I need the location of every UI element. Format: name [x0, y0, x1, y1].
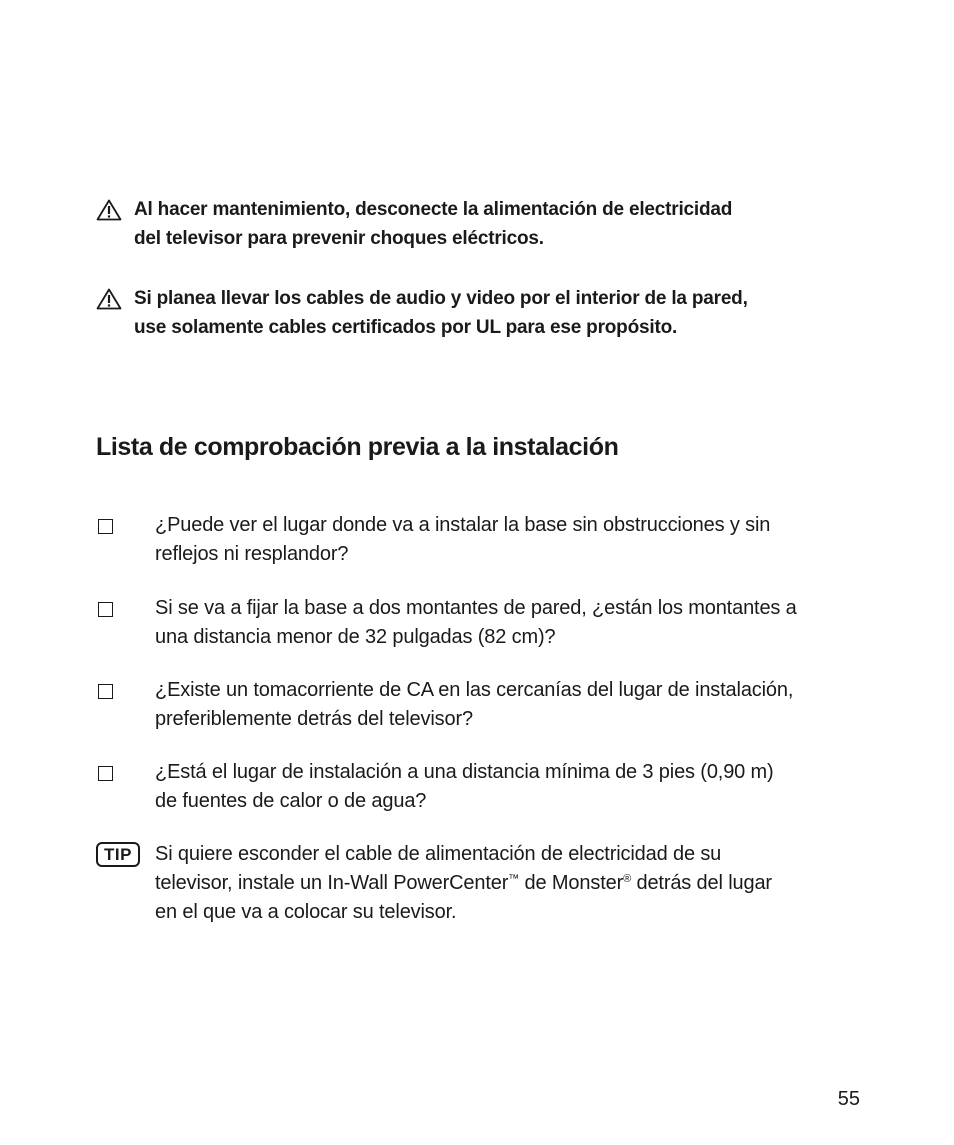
tip-text-line: en el que va a colocar su televisor.: [155, 901, 457, 923]
registered-symbol: ®: [623, 873, 632, 885]
checklist-item-text-line: de fuentes de calor o de agua?: [155, 790, 427, 812]
section-heading: Lista de comprobación previa a la instalación: [96, 433, 619, 461]
checkbox-icon[interactable]: [98, 684, 113, 699]
checkbox-icon[interactable]: [98, 602, 113, 617]
warning-text-line: use solamente cables certificados por UL para ese propósito.: [134, 317, 678, 338]
warning-text-line: del televisor para prevenir choques eléctricos.: [134, 228, 544, 249]
page-number: 55: [837, 1088, 860, 1110]
checklist-item: [96, 594, 866, 652]
tip-text-line: [155, 869, 866, 898]
tip-text-segment: televisor, instale un In-Wall PowerCenter: [155, 872, 509, 894]
checklist-item-text-line: Si se va a fijar la base a dos montantes de pared, ¿están los montantes a: [155, 597, 797, 619]
tip-text-segment: de Monster: [519, 872, 624, 894]
tip-text-segment: detrás del lugar: [631, 872, 772, 894]
checkbox-icon[interactable]: [98, 766, 113, 781]
trademark-symbol: ™: [508, 873, 520, 885]
checklist-item-text-line: ¿Existe un tomacorriente de CA en las cercanías del lugar de instalación,: [155, 679, 794, 701]
checklist-item-text-line: ¿Está el lugar de instalación a una distancia mínima de 3 pies (0,90 m): [155, 761, 774, 783]
checklist-item-text-line: una distancia menor de 32 pulgadas (82 cm)?: [155, 626, 556, 648]
checklist-item-text-line: preferiblemente detrás del televisor?: [155, 708, 473, 730]
tip-text-line: Si quiere esconder el cable de alimentación de electricidad de su: [155, 843, 722, 865]
warning-triangle-icon: [96, 199, 122, 221]
tip-badge-icon: TIP: [96, 842, 140, 867]
warning-triangle-icon: [96, 288, 122, 310]
checklist-item: [96, 676, 866, 734]
checkbox-icon[interactable]: [98, 519, 113, 534]
warning-text-line: Al hacer mantenimiento, desconecte la alimentación de electricidad: [134, 199, 733, 220]
checklist-item-text-line: reflejos ni resplandor?: [155, 543, 349, 565]
checklist-item: [96, 511, 866, 569]
warning-text-line: Si planea llevar los cables de audio y video por el interior de la pared,: [134, 288, 748, 309]
checklist-item-text-line: ¿Puede ver el lugar donde va a instalar la base sin obstrucciones y sin: [155, 514, 771, 536]
tip-block: [96, 840, 866, 927]
checklist-item: [96, 758, 866, 816]
warning-maintenance: [96, 195, 876, 253]
warning-cables: [96, 284, 876, 342]
